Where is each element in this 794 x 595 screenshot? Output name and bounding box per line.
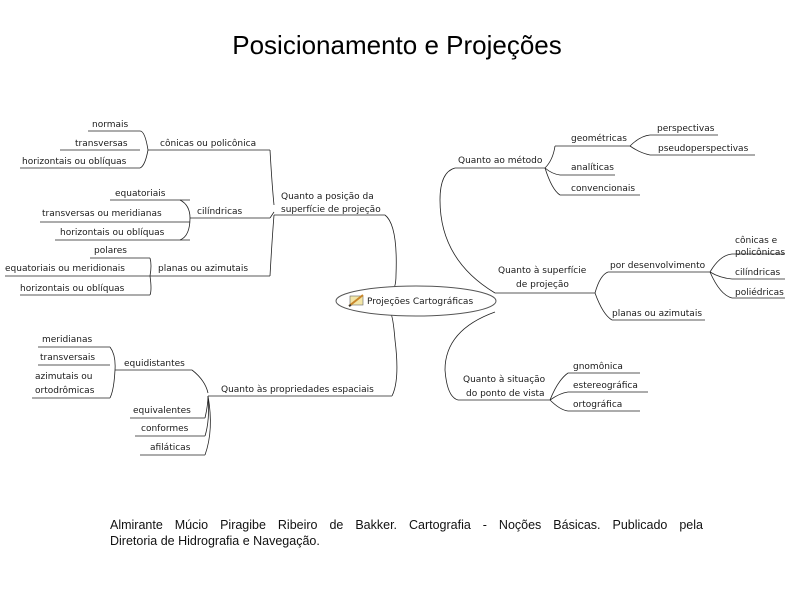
node-equivalentes[interactable]: equivalentes (133, 406, 191, 416)
node-transversas-meridianas[interactable]: transversas ou meridianas (42, 209, 162, 219)
node-horizontais-obliquas-2[interactable]: horizontais ou oblíquas (60, 228, 165, 238)
node-planas-azimutais-left[interactable]: planas ou azimutais (158, 264, 249, 274)
node-geometricas[interactable]: geométricas (571, 134, 627, 144)
caption-line-1: Almirante Múcio Piragibe Ribeiro de Bakker. Cartografia - Noções Básicas. Publicado pela (110, 518, 703, 532)
node-analiticas[interactable]: analíticas (571, 163, 614, 173)
node-policonicas[interactable]: policônicas (735, 248, 786, 258)
node-transversas[interactable]: transversas (75, 139, 128, 149)
page-title: Posicionamento e Projeções (232, 30, 562, 60)
node-pseudoperspectivas[interactable]: pseudoperspectivas (658, 144, 749, 154)
node-gnomonica[interactable]: gnomônica (573, 362, 623, 372)
node-ortografica[interactable]: ortográfica (573, 400, 623, 410)
caption-line-2: Diretoria de Hidrografia e Navegação. (110, 534, 320, 548)
node-conicas[interactable]: cônicas ou policônica (160, 139, 257, 149)
node-ortodromicas[interactable]: ortodrômicas (35, 386, 95, 396)
node-propriedades[interactable]: Quanto às propriedades espaciais (221, 385, 374, 395)
node-estereografica[interactable]: estereográfica (573, 381, 638, 391)
node-azimutais-ou[interactable]: azimutais ou (35, 372, 93, 382)
node-posicao-line2[interactable]: superfície de projeção (281, 205, 381, 215)
node-superficie-line2[interactable]: de projeção (516, 280, 569, 290)
node-desenvolvimento[interactable]: por desenvolvimento (610, 261, 706, 271)
node-polares[interactable]: polares (94, 246, 127, 256)
node-poliedricas[interactable]: poliédricas (735, 288, 784, 298)
node-posicao-line1[interactable]: Quanto a posição da (281, 192, 374, 202)
node-perspectivas[interactable]: perspectivas (657, 124, 715, 134)
node-horizontais-obliquas-1[interactable]: horizontais ou oblíquas (22, 157, 127, 167)
node-equatoriais-meridionais[interactable]: equatoriais ou meridionais (5, 264, 125, 274)
node-planas-azimutais-right[interactable]: planas ou azimutais (612, 309, 703, 319)
node-transversais[interactable]: transversais (40, 353, 96, 363)
node-convencionais[interactable]: convencionais (571, 184, 636, 194)
node-horizontais-obliquas-3[interactable]: horizontais ou oblíquas (20, 284, 125, 294)
node-situacao-line1[interactable]: Quanto à situação (463, 375, 546, 385)
node-meridianas[interactable]: meridianas (42, 335, 93, 345)
node-conformes[interactable]: conformes (141, 424, 189, 434)
center-node[interactable] (336, 286, 496, 316)
citation-caption (110, 517, 703, 549)
center-label[interactable]: Projeções Cartográficas (367, 297, 474, 307)
node-situacao-line2[interactable]: do ponto de vista (466, 389, 545, 399)
node-normais[interactable]: normais (92, 120, 129, 130)
node-superficie-line1[interactable]: Quanto à superfície (498, 266, 587, 276)
node-equatoriais[interactable]: equatoriais (115, 189, 166, 199)
node-cilindricas-right[interactable]: cilíndricas (735, 268, 781, 278)
node-afilaticas[interactable]: afiláticas (150, 443, 191, 453)
node-conicas-e[interactable]: cônicas e (735, 236, 778, 246)
pencil-paper-icon (349, 295, 363, 306)
node-metodo[interactable]: Quanto ao método (458, 156, 543, 166)
node-equidistantes[interactable]: equidistantes (124, 359, 185, 369)
node-cilindricas[interactable]: cilíndricas (197, 207, 243, 217)
